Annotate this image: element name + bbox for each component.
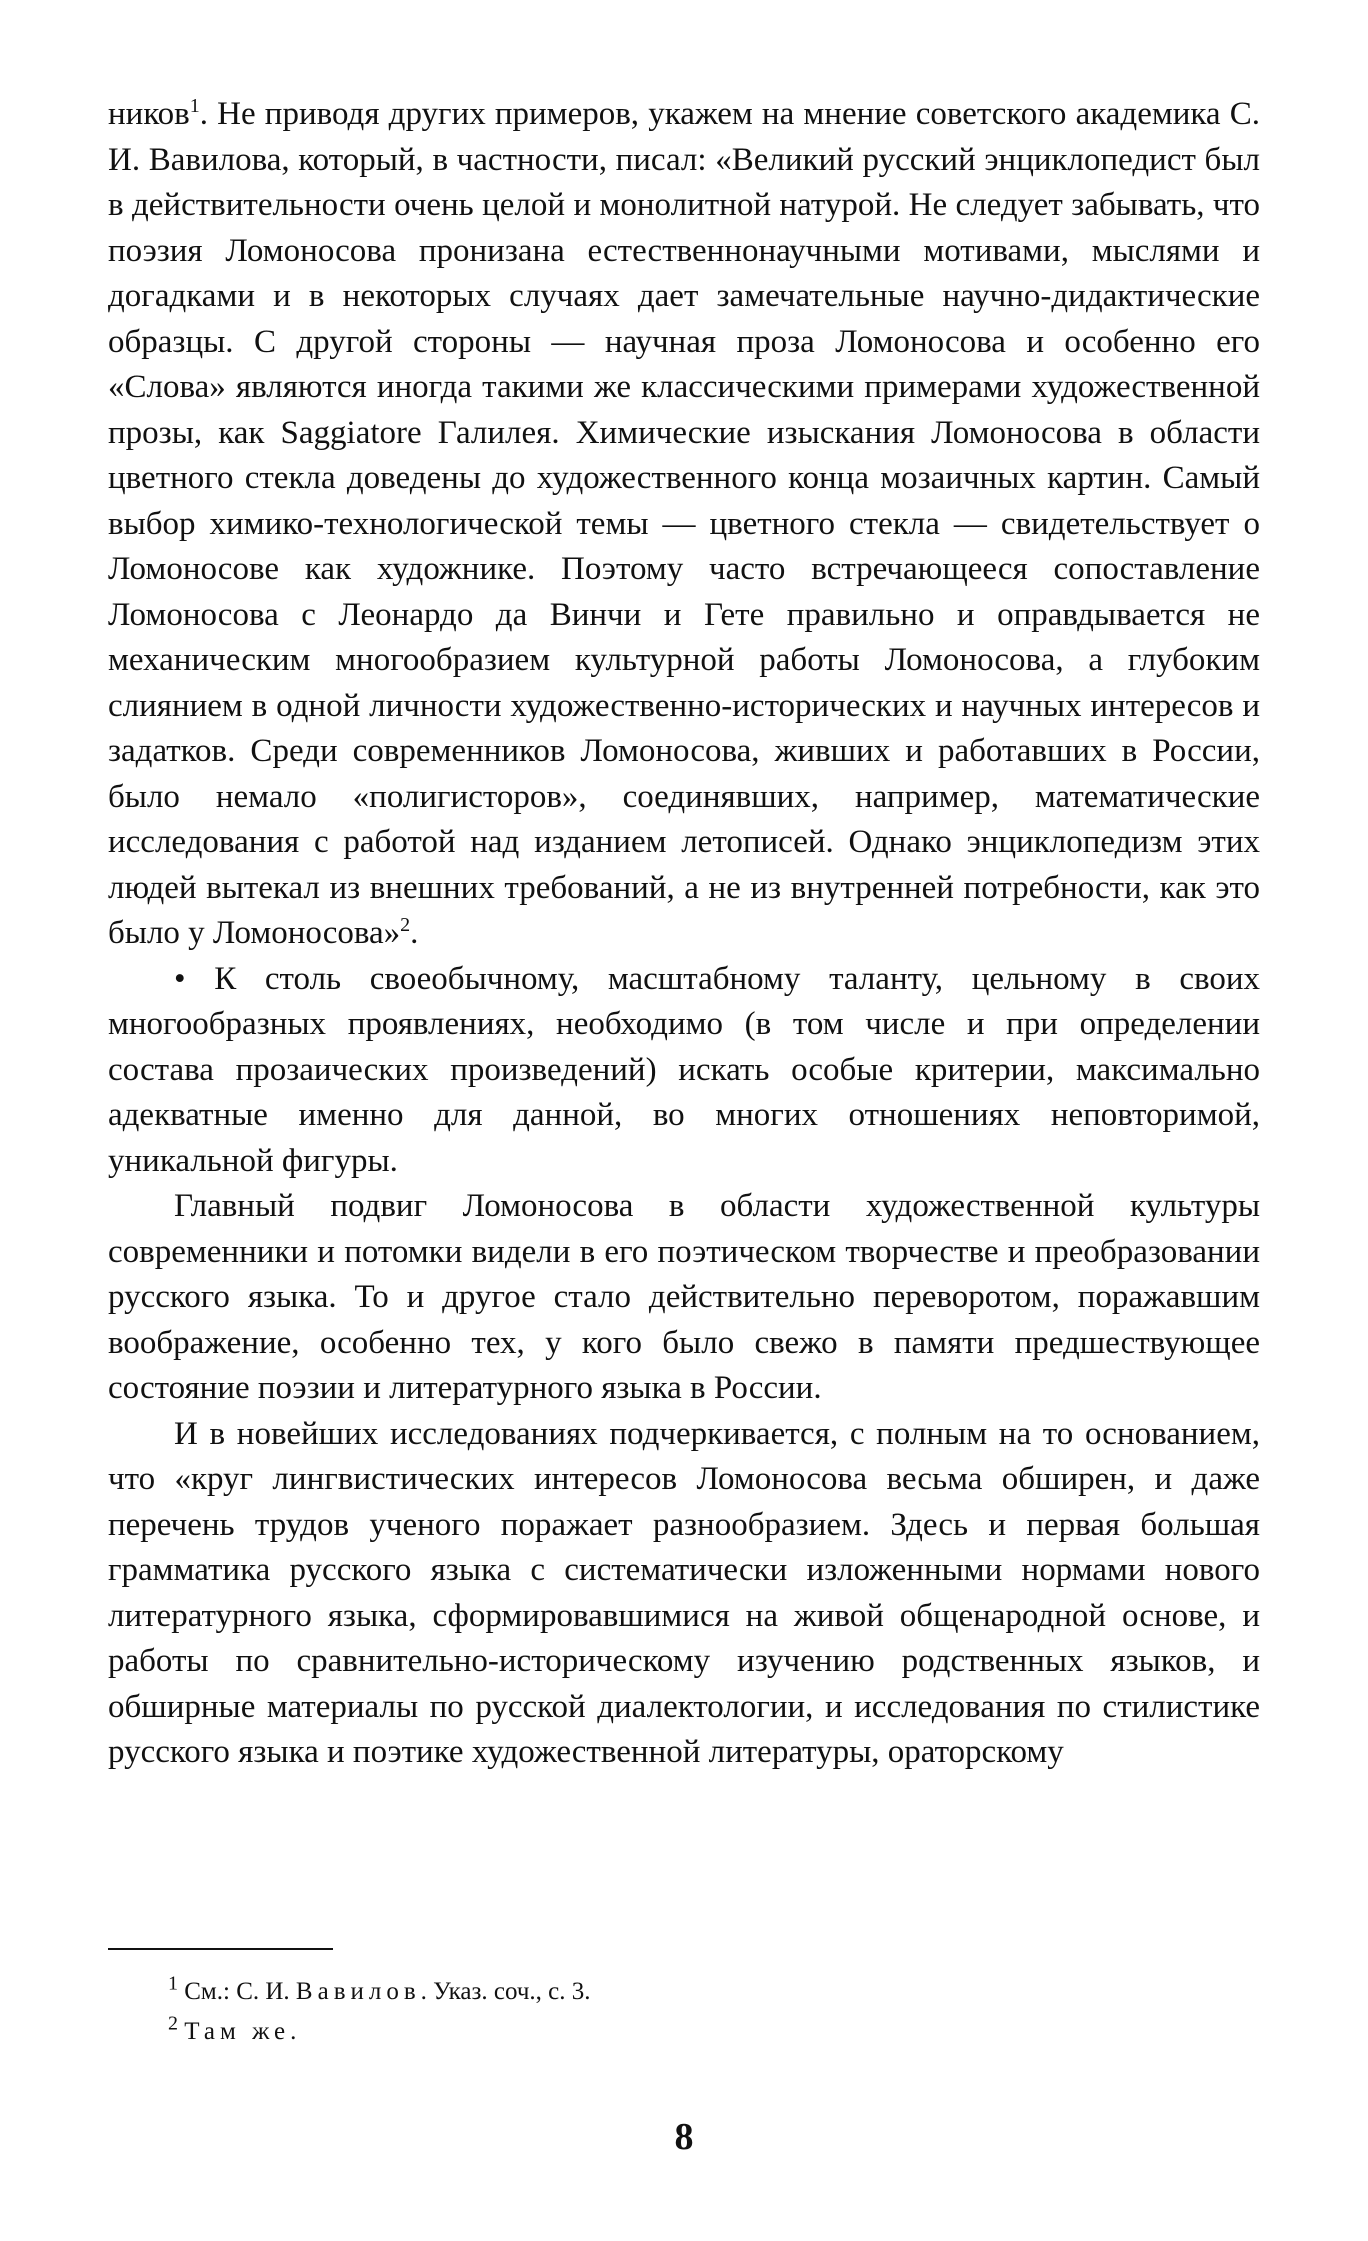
paragraph-1-start: ников bbox=[108, 96, 190, 132]
footnote-1-author: Вавилов bbox=[295, 1978, 421, 2005]
footnote-divider bbox=[108, 1948, 333, 1950]
page-number: 8 bbox=[674, 2116, 694, 2158]
page-body bbox=[108, 92, 1260, 1776]
paragraph-4: И в новейших исследованиях подчеркивается, с полным на то основанием, что «круг лингвистических интересов Ломоносова весьма обширен, и даже перечень трудов ученого поражает разнообразием. Здесь и первая большая грамматика русского языка с систематически изложенными нормами нового литературного языка, сформировавшимися на живой общенародной основе, и работы по сравнительно-историческому изучению родственных языков, и обширные материалы по русской диалектологии, и исследования по стилистике русского языка и поэтике художественной литературы, ораторскому bbox=[108, 1415, 1260, 1770]
footnote-2-text: Там же bbox=[184, 2018, 291, 2045]
footnote-2 bbox=[168, 2012, 1168, 2052]
footnote-2-suffix: . bbox=[290, 2018, 297, 2045]
footnote-ref-1[interactable]: 1 bbox=[189, 95, 200, 117]
footnote-1-prefix: См.: С. И. bbox=[184, 1978, 296, 2005]
paragraph-1-body: . Не приводя других примеров, укажем на мнение советского академика С. И. Вавилова, который, в частности, писал: «Великий русский энциклопедист был в действительности очень целой и монолитной натурой. Не следует забывать, что поэзия Ломоносова пронизана естественнонаучными мотивами, мыслями и догадками и в некоторых случаях дает замечательные научно-дидактические образцы. С другой стороны — научная проза Ломоносова и особенно его «Слова» являются иногда такими же классическими примерами художественной прозы, как Saggiatore Галилея. Химические изыскания Ломоносова в области цветного стекла доведены до художественного конца мозаичных картин. Самый выбор химико-технологической темы — цветного стекла — свидетельствует о Ломоносове как художнике. Поэтому часто встречающееся сопоставление Ломоносова с Леонардо да Винчи и Гете правильно и оправдывается не механическим многообразием культурной работы Ломоносова, а глубоким слиянием в одной личности художественно-исторических и научных интересов и задатков. Среди современников Ломоносова, живших и работавших в России, было немало «полигисторов», соединявших, например, математические исследования с работой над изданием летописей. Однако энциклопедизм этих людей вытекал из внешних требований, а не из внутренней потребности, как это было у Ломоносова» bbox=[108, 96, 1260, 951]
footnote-2-mark: 2 bbox=[168, 2012, 178, 2035]
paragraph-2: • К столь своеобычному, масштабному таланту, цельному в своих многообразных проявлениях, необходимо (в том числе и при определении состава прозаических произведений) искать особые критерии, максимально адекватные именно для данной, во многих отношениях неповторимой, уникальной фигуры. bbox=[108, 960, 1260, 1179]
footnote-1 bbox=[168, 1972, 1168, 2012]
paragraph-3: Главный подвиг Ломоносова в области художественной культуры современники и потомки видели в его поэтическом творчестве и преобразовании русского языка. То и другое стало действительно переворотом, поражавшим воображение, особенно тех, у кого было свежо в памяти предшествующее состояние поэзии и литературного языка в России. bbox=[108, 1188, 1260, 1406]
paragraph-1 bbox=[108, 92, 1260, 957]
footnotes bbox=[168, 1972, 1168, 2052]
footnote-1-mark: 1 bbox=[168, 1972, 178, 1995]
footnote-ref-2[interactable]: 2 bbox=[400, 914, 411, 936]
paragraph-1-end: . bbox=[410, 915, 419, 951]
footnote-1-suffix: . Указ. соч., с. 3. bbox=[420, 1978, 591, 2005]
